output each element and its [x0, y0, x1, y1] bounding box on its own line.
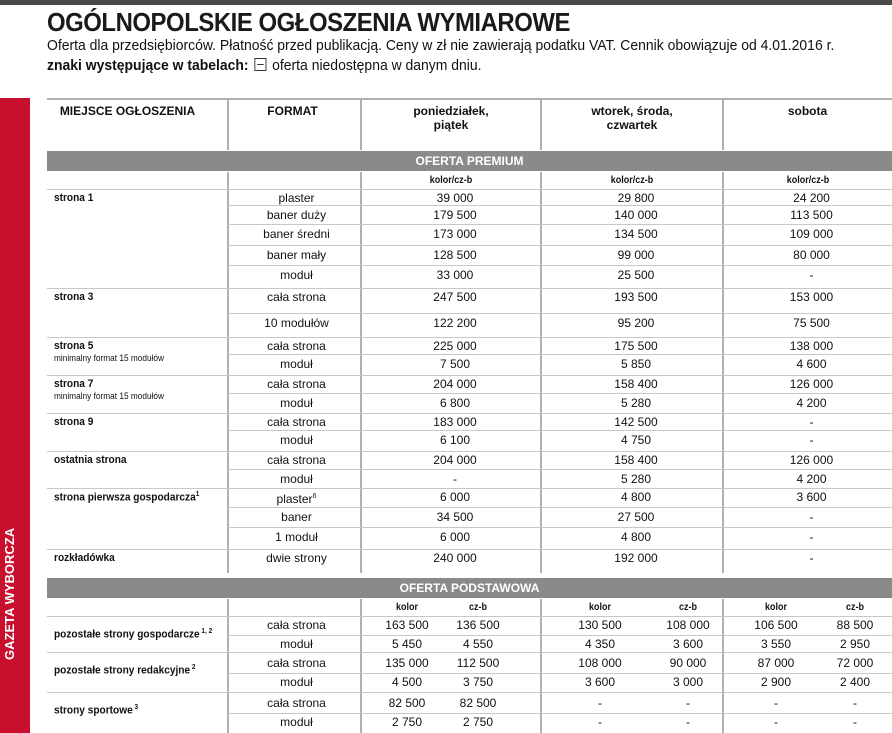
premium-subheader: kolor/cz-b [786, 175, 829, 186]
row-rule [228, 673, 892, 674]
price-cell: 106 500 [754, 618, 798, 632]
price-cell: 3 750 [462, 675, 494, 689]
group-label [54, 378, 164, 401]
format-cell: cała strona [267, 377, 326, 391]
price-cell: 192 000 [614, 551, 658, 565]
price-cell: 134 500 [614, 227, 658, 241]
format-cell: moduł [280, 715, 313, 729]
price-cell: - [809, 551, 814, 565]
column-divider [540, 172, 542, 573]
row-rule [228, 245, 892, 246]
price-cell: 247 500 [433, 290, 477, 304]
premium-subheader: kolor/cz-b [610, 175, 654, 186]
format-cell: cała strona [267, 656, 326, 670]
price-cell: - [809, 433, 814, 447]
price-cell: 34 500 [436, 510, 474, 524]
group-rule [47, 337, 892, 338]
price-cell: 75 500 [793, 316, 830, 330]
header-mon-fri: poniedziałek, piątek [413, 104, 489, 132]
format-cell: 1 moduł [275, 530, 318, 544]
price-cell: 175 500 [614, 339, 658, 353]
header-divider [227, 98, 229, 150]
column-divider [722, 172, 724, 573]
price-cell: - [853, 715, 857, 729]
basic-subheader: cz-b [679, 602, 697, 613]
price-cell: 112 500 [456, 656, 500, 670]
unavailable-box-icon [254, 58, 266, 71]
price-cell: - [598, 715, 602, 729]
price-cell: 135 000 [385, 656, 429, 670]
group-label-text: strona pierwsza gospodarcza [54, 491, 196, 504]
group-label-text: pozostałe strony gospodarcze [54, 628, 200, 641]
price-cell: 95 200 [617, 316, 655, 330]
price-cell: 82 500 [388, 696, 426, 710]
price-cell: 4 600 [796, 357, 827, 371]
format-cell: baner duży [266, 208, 327, 222]
price-cell: - [809, 530, 814, 544]
format-cell: cała strona [267, 618, 326, 632]
format-cell: cała strona [267, 290, 326, 304]
price-cell: - [853, 696, 857, 710]
row-rule [228, 354, 892, 355]
price-cell: - [686, 715, 690, 729]
row-rule [228, 527, 892, 528]
header-tue-thu: wtorek, środa, czwartek [591, 104, 673, 132]
price-cell: 4 200 [796, 472, 827, 486]
group-label [54, 552, 115, 564]
price-cell: 4 200 [796, 396, 827, 410]
price-cell: - [598, 696, 602, 710]
price-cell: 2 400 [839, 675, 871, 689]
group-note: minimalny format 15 modułów [54, 353, 164, 363]
group-label-text: strona 5 [54, 340, 94, 352]
footnote-mark: 2 [190, 664, 196, 671]
legend-label: znaki występujące w tabelach: [47, 57, 249, 74]
format-cell: baner [281, 510, 312, 524]
group-label [54, 192, 93, 204]
basic-subheader: kolor [395, 602, 418, 613]
price-cell: 39 000 [436, 191, 474, 205]
row-rule [228, 430, 892, 431]
basic-subheader: cz-b [469, 602, 487, 613]
row-rule [228, 224, 892, 225]
group-label-text: strona 7 [54, 378, 94, 390]
price-cell: 3 600 [672, 637, 704, 651]
row-rule [228, 393, 892, 394]
group-label [54, 664, 195, 677]
price-cell: 33 000 [436, 268, 474, 282]
price-cell: 140 000 [614, 208, 658, 222]
header-top-rule [47, 98, 892, 100]
price-cell: 27 500 [617, 510, 655, 524]
price-cell: 193 500 [614, 290, 658, 304]
footnote-mark: 6 [312, 493, 317, 500]
price-cell: 158 400 [614, 377, 658, 391]
price-cell: 3 000 [672, 675, 704, 689]
group-label-text: strona 1 [54, 192, 94, 204]
price-cell: 2 750 [462, 715, 494, 729]
group-label [54, 291, 93, 303]
group-label-text: strona 9 [54, 416, 94, 428]
price-cell: 122 200 [433, 316, 477, 330]
format-cell: moduł [280, 675, 313, 689]
price-cell: 173 000 [433, 227, 477, 241]
price-cell: 25 500 [617, 268, 655, 282]
price-cell: 5 450 [391, 637, 423, 651]
premium-band: OFERTA PREMIUM [47, 151, 892, 171]
price-cell: 4 550 [462, 637, 494, 651]
group-rule [47, 549, 892, 550]
price-cell: 5 280 [620, 396, 652, 410]
price-cell: 4 800 [620, 490, 652, 504]
legend-line [47, 57, 482, 74]
group-rule [47, 488, 892, 489]
format-cell: cała strona [267, 415, 326, 429]
price-cell: 6 100 [439, 433, 471, 447]
price-cell: 2 750 [391, 715, 423, 729]
group-label [54, 416, 93, 428]
price-cell: 204 000 [433, 377, 477, 391]
format-cell: cała strona [267, 339, 326, 353]
format-cell: cała strona [267, 453, 326, 467]
premium-subheader: kolor/cz-b [429, 175, 473, 186]
price-cell: 6 000 [439, 530, 471, 544]
format-cell: cała strona [267, 696, 326, 710]
group-note: minimalny format 15 modułów [54, 391, 164, 401]
group-label-text: strony sportowe [54, 704, 133, 717]
format-cell: dwie strony [266, 551, 327, 565]
price-cell: 130 500 [578, 618, 622, 632]
price-cell: 5 280 [620, 472, 652, 486]
row-rule [228, 265, 892, 266]
price-cell: 179 500 [433, 208, 477, 222]
price-cell: 80 000 [793, 248, 830, 262]
price-cell: - [809, 268, 814, 282]
format-cell: moduł [280, 637, 313, 651]
format-cell: baner mały [266, 248, 327, 262]
header-format: FORMAT [267, 104, 318, 118]
column-divider [227, 172, 229, 573]
price-cell: 113 500 [790, 208, 833, 222]
price-cell: 3 600 [584, 675, 616, 689]
group-label [54, 454, 127, 466]
price-cell: 88 500 [836, 618, 874, 632]
basic-band: OFERTA PODSTAWOWA [47, 578, 892, 598]
price-cell: 82 500 [459, 696, 497, 710]
price-cell: 126 000 [789, 377, 834, 391]
format-cell: moduł [280, 357, 313, 371]
group-rule [47, 375, 892, 376]
format-cell: plaster [278, 191, 315, 205]
price-cell: 4 750 [620, 433, 652, 447]
price-cell: 3 600 [796, 490, 827, 504]
footnote-mark: 3 [132, 704, 139, 711]
price-cell: - [809, 415, 814, 429]
group-label [54, 491, 199, 504]
format-cell: moduł [280, 268, 313, 282]
price-cell: - [686, 696, 690, 710]
price-cell: 24 200 [793, 191, 830, 205]
price-cell: 4 800 [620, 530, 652, 544]
price-cell: 108 000 [578, 656, 622, 670]
header-divider [540, 98, 542, 150]
group-label [54, 628, 212, 641]
price-cell: 99 000 [617, 248, 655, 262]
price-cell: 5 850 [620, 357, 652, 371]
group-rule [47, 692, 892, 693]
price-cell: 2 950 [839, 637, 871, 651]
group-rule [47, 616, 892, 617]
price-cell: 108 000 [666, 618, 710, 632]
basic-subheader: kolor [588, 602, 611, 613]
page-title: OGÓLNOPOLSKIE OGŁOSZENIA WYMIAROWE [47, 7, 571, 37]
format-cell: moduł [280, 472, 313, 486]
group-rule [47, 189, 892, 190]
price-cell: 225 000 [433, 339, 477, 353]
price-cell: - [774, 696, 778, 710]
price-cell: 7 500 [439, 357, 471, 371]
price-cell: 142 500 [614, 415, 658, 429]
group-label-text: strona 3 [54, 291, 94, 303]
price-cell: 6 000 [439, 490, 471, 504]
price-cell: 72 000 [836, 656, 874, 670]
group-label-text: rozkładówka [54, 552, 115, 564]
header-divider [360, 98, 362, 150]
price-cell: 128 500 [433, 248, 477, 262]
price-cell: 2 900 [760, 675, 792, 689]
price-cell: 136 500 [456, 618, 500, 632]
sidebar-label: GAZETA WYBORCZA [2, 527, 17, 660]
price-cell: - [809, 510, 814, 524]
basic-subheader: cz-b [846, 602, 864, 613]
group-rule [47, 288, 892, 289]
price-cell: 4 350 [584, 637, 616, 651]
price-cell: 29 800 [617, 191, 655, 205]
header-place: MIEJSCE OGŁOSZENIA [59, 104, 196, 118]
row-rule [228, 635, 892, 636]
format-cell: baner średni [263, 227, 330, 241]
footnote-mark: 1 [195, 491, 200, 498]
price-cell: 240 000 [433, 551, 477, 565]
row-rule [228, 313, 892, 314]
price-cell: 90 000 [669, 656, 707, 670]
format-cell: moduł [280, 433, 313, 447]
price-cell: 87 000 [757, 656, 795, 670]
group-label [54, 340, 164, 363]
group-rule [47, 413, 892, 414]
price-cell: 204 000 [433, 453, 477, 467]
row-rule [228, 713, 892, 714]
group-rule [47, 451, 892, 452]
format-cell: plaster$^6$ [276, 492, 317, 506]
group-rule [47, 652, 892, 653]
format-cell: 10 modułów [264, 316, 329, 330]
price-cell: - [774, 715, 778, 729]
price-cell: 109 000 [789, 227, 834, 241]
price-cell: 158 400 [614, 453, 658, 467]
header-sat: sobota [787, 104, 828, 118]
footnote-mark: 1, 2 [199, 628, 213, 635]
price-cell: - [453, 472, 457, 486]
group-label-text: ostatnia strona [54, 454, 127, 466]
price-cell: 126 000 [789, 453, 834, 467]
price-cell: 4 500 [391, 675, 423, 689]
row-rule [228, 205, 892, 206]
top-rule [0, 0, 892, 5]
header-divider [722, 98, 724, 150]
price-cell: 138 000 [789, 339, 834, 353]
page-subtitle: Oferta dla przedsiębiorców. Płatność przed publikacją. Ceny w zł nie zawierają podatku VAT. Cennik obowiązuje od 4.01.2016 r. [47, 37, 835, 54]
price-cell: 153 000 [789, 290, 834, 304]
legend-text: oferta niedostępna w danym dniu. [272, 57, 482, 74]
price-cell: 6 800 [439, 396, 471, 410]
format-cell: moduł [280, 396, 313, 410]
price-cell: 183 000 [433, 415, 477, 429]
price-cell: 163 500 [385, 618, 429, 632]
group-label [54, 704, 138, 717]
row-rule [228, 469, 892, 470]
group-label-text: pozostałe strony redakcyjne [54, 664, 191, 677]
basic-subheader: kolor [764, 602, 787, 613]
row-rule [228, 507, 892, 508]
price-cell: 3 550 [760, 637, 792, 651]
